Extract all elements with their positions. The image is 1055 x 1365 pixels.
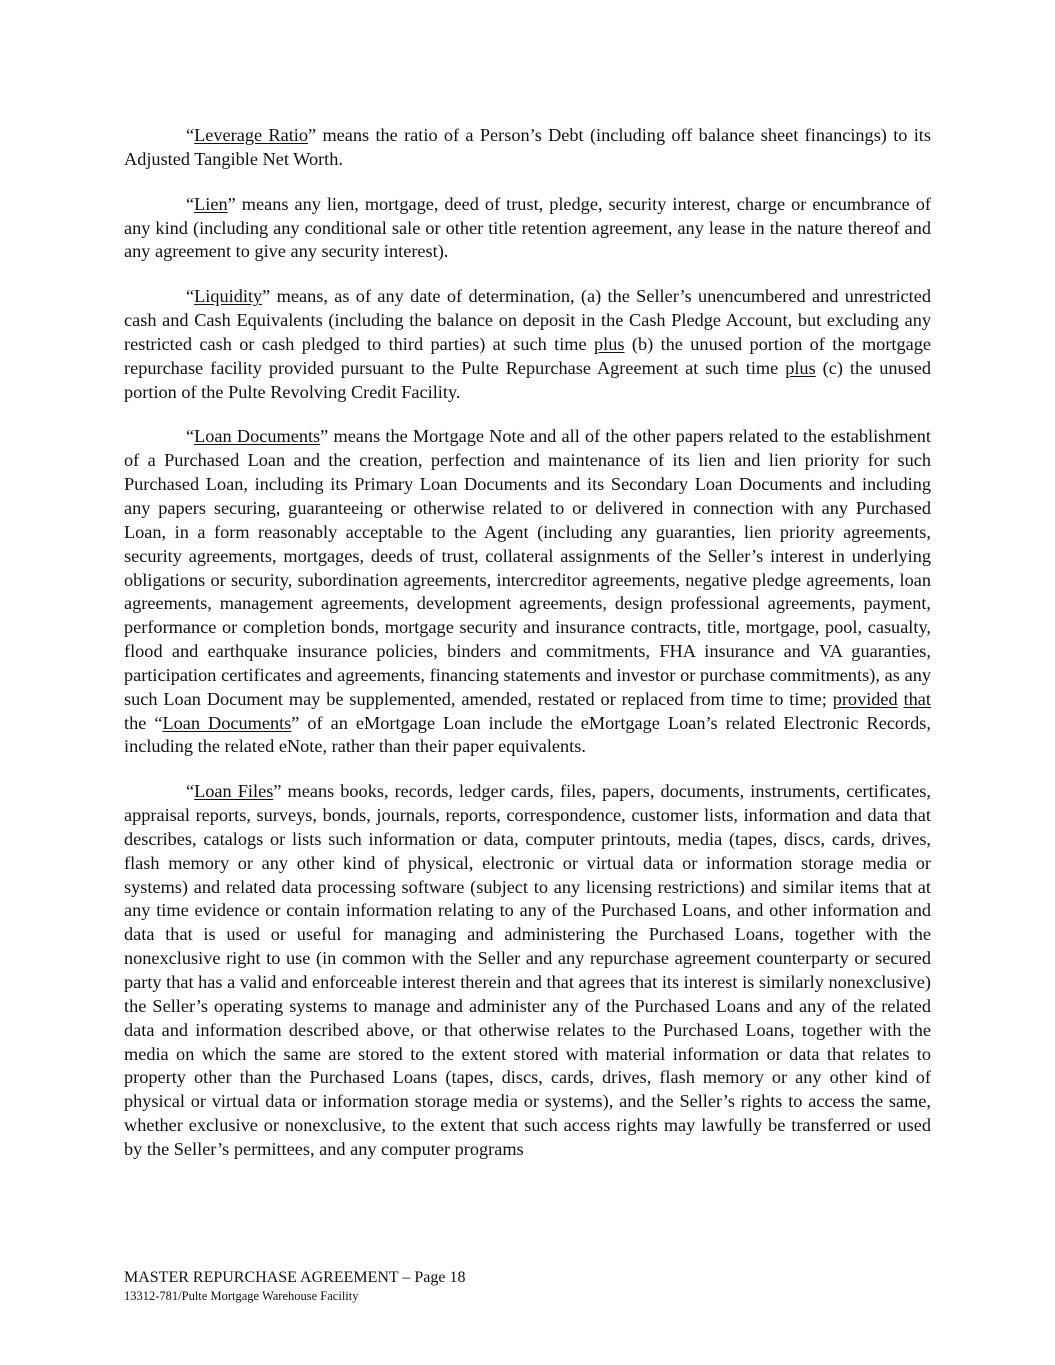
footer-title: MASTER REPURCHASE AGREEMENT – Page 18 xyxy=(124,1269,466,1286)
definition-text: (b) the unused portion of the mortgage repurchase facility provided pursuant to the Pulte Repurchase Agreement at such time xyxy=(124,333,932,378)
open-quote: “ xyxy=(186,426,195,447)
document-body xyxy=(124,124,931,1183)
emphasis-that: that xyxy=(903,688,931,709)
defined-term: Loan Documents xyxy=(194,426,321,447)
definition-text: (c) the unused portion of the Pulte Revolving Credit Facility. xyxy=(124,357,931,402)
definition-text: ” of an eMortgage Loan include the eMortgage Loan’s related Electronic Records, including the related eNote, rather than their paper equivalents. xyxy=(124,712,931,757)
definition-lien xyxy=(124,193,931,265)
emphasis-plus: plus xyxy=(594,333,625,354)
open-quote: “ xyxy=(186,193,195,214)
definition-loan-files xyxy=(124,780,931,1162)
definition-text: means the ratio of a Person’s Debt (including off balance sheet financings) to its Adjusted Tangible Net Worth. xyxy=(124,125,931,169)
definition-leverage-ratio xyxy=(124,124,931,172)
definition-text: means the Mortgage Note and all of the other papers related to the establishment of a Purchased Loan and the creation, perfection and maintenance of its lien and lien priority for such Purchased Loan, including its Primary Loan Documents and its Secondary Loan Documents and including any papers securing, guaranteeing or otherwise related to or delivered in connection with any Purchased Loan, in a form reasonably acceptable to the Agent (including any guaranties, lien priority agreements, security agreements, mortgages, deeds of trust, collateral assignments of the Seller’s interest in underlying obligations or security, subordination agreements, intercreditor agreements, negative pledge agreements, loan agreements, management agreements, development agreements, design professional agreements, payment, performance or completion bonds, mortgage security and insurance contracts, title, mortgage, pool, casualty, flood and earthquake insurance policies, binders and commitments, FHA insurance and VA guaranties, participation certificates and agreements, financing statements and investor or purchase commitments), as any such Loan Document may be supplemented, amended, restated or replaced from time to time; xyxy=(124,426,931,709)
close-quote: ” xyxy=(308,125,317,145)
definition-text: means, as of any date of determination, (a) the Seller’s unencumbered and unrestricted cash and Cash Equivalents (including the balance on deposit in the Cash Pledge Account, but excluding any restricted cash or cash pledged to third parties) at such time xyxy=(124,286,931,354)
definition-liquidity xyxy=(124,285,931,404)
defined-term: Liquidity xyxy=(194,286,263,307)
page-footer xyxy=(124,1268,466,1304)
close-quote: ” xyxy=(262,286,271,307)
open-quote: “ xyxy=(186,781,195,802)
definition-text: means books, records, ledger cards, files, papers, documents, instruments, certificates, appraisal reports, surveys, bonds, journals, reports, correspondence, customer lists, information and data that describes, catalogs or lists such information or data, computer printouts, media (tapes, discs, cards, drives, flash memory or any other kind of physical, electronic or virtual data or information storage media or systems) and related data processing software (subject to any licensing restrictions) and similar items that at any time evidence or contain information relating to any of the Purchased Loans, and other information and data that is used or useful for managing and administering the Purchased Loans, together with the nonexclusive right to use (in common with the Seller and any repurchase agreement counterparty or secured party that has a valid and enforceable interest therein and that agrees that its interest is similarly nonexclusive) the Seller’s operating systems to manage and administer any of the Purchased Loans and any of the related data and information described above, or that otherwise relates to the Purchased Loans, together with the media on which the same are stored to the extent stored with material information or data that relates to property other than the Purchased Loans (tapes, discs, cards, drives, flash memory or any other kind of physical or virtual data or information storage media or systems), and the Seller’s rights to access the same, whether exclusive or nonexclusive, to the extent that such access rights may lawfully be transferred or used by the Seller’s permittees, and any computer programs xyxy=(124,781,931,1159)
emphasis-plus: plus xyxy=(785,357,816,378)
defined-term: Lien xyxy=(194,193,228,214)
emphasis-provided: provided xyxy=(832,688,898,709)
definition-loan-documents xyxy=(124,425,931,759)
close-quote: ” xyxy=(273,781,282,802)
footer-reference: 13312-781/Pulte Mortgage Warehouse Facility xyxy=(124,1289,359,1303)
open-quote: “ xyxy=(186,286,195,307)
defined-term: Leverage Ratio xyxy=(194,125,309,145)
defined-term: Loan Files xyxy=(194,781,274,802)
close-quote: ” xyxy=(227,193,236,214)
definition-text: means any lien, mortgage, deed of trust, pledge, security interest, charge or encumbrance of any kind (including any conditional sale or other title retention agreement, any lease in the nature thereof and any agreement to give any security interest). xyxy=(124,193,931,262)
close-quote: ” xyxy=(320,426,329,447)
definition-text: the “ xyxy=(124,712,163,733)
defined-term-reference: Loan Documents xyxy=(162,712,292,733)
open-quote: “ xyxy=(186,125,195,145)
